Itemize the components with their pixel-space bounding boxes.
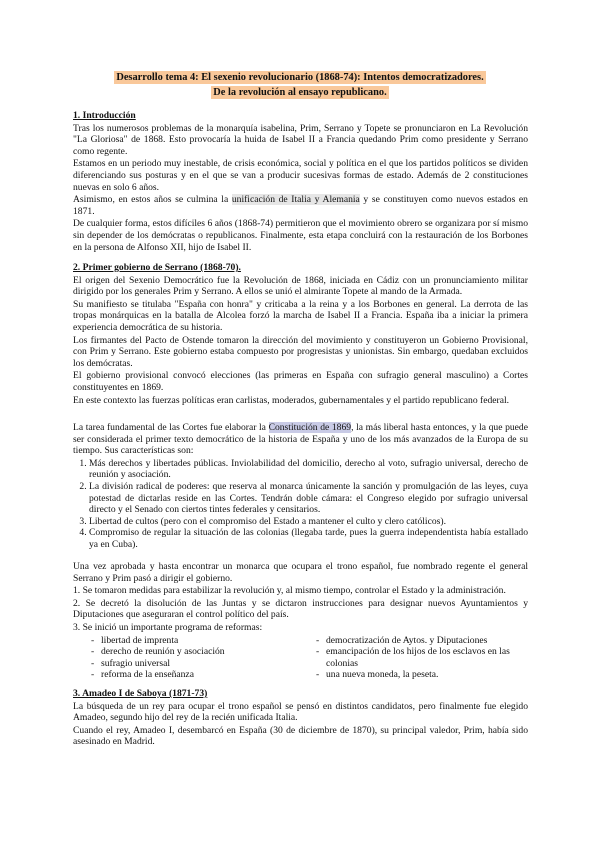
list-item-text: derecho de reunión y asociación bbox=[101, 646, 225, 658]
section-heading: 2. Primer gobierno de Serrano (1868-70). bbox=[73, 262, 241, 273]
list-item-text: sufragio universal bbox=[101, 657, 171, 669]
characteristics-list bbox=[73, 458, 528, 551]
list-item: - libertad de imprenta bbox=[91, 634, 179, 646]
text-run: y se constituyen como nuevos estados en 1871. bbox=[73, 194, 528, 217]
list-item: - sufragio universal bbox=[91, 657, 171, 669]
reforms-list bbox=[91, 635, 541, 681]
paragraph: La búsqueda de un rey para ocupar el trono español se pensó en distintos candidatos, pero finalmente fue elegido Amadeo, segundo hijo del rey de la recién unificada Italia. bbox=[73, 700, 528, 724]
paragraph: Los firmantes del Pacto de Ostende tomaron la dirección del movimiento y constituyeron un Gobierno Provisional, con Prim y Serrano. Este gobierno estaba compuesto por progresistas y unionistas. Sin embargo, quedaban excluidos los demócratas. bbox=[73, 334, 528, 369]
list-item-text: una nueva moneda, la peseta. bbox=[326, 669, 439, 681]
paragraph: Una vez aprobada y hasta encontrar un monarca que ocupara el trono español, fue nombrado regente el general Serrano y Prim pasó a dirigir el gobierno. bbox=[73, 561, 528, 584]
document-title bbox=[0, 71, 600, 101]
paragraph: Tras los numerosos problemas de la monarquía isabelina, Prim, Serrano y Topete se pronunciaron en La Revolución "La Gloriosa" de 1868. Esto provocaría la huida de Isabel II a Francia quedando Prim como presidente y Serrano como regente. bbox=[73, 122, 528, 157]
list-item-text: emancipación de los hijos de los esclavos en las colonias bbox=[326, 646, 510, 669]
section-heading: 3. Amadeo I de Saboya (1871-73) bbox=[73, 688, 208, 699]
list-item: - derecho de reunión y asociación bbox=[91, 646, 225, 658]
list-item: 2. La división radical de poderes: que reserva al monarca únicamente la sanción y promulgación de las leyes, cuya potestad de dictarlas reside en las Cortes. Tendrán doble cámara: el Congreso elegido por sufragio universal directo y el Senado con ciertos tintes federales y censitarios. bbox=[89, 481, 528, 516]
paragraph bbox=[73, 194, 528, 217]
text-run: , la más liberal hasta entonces, y la que puede ser considerada el primer texto democrático de la historia de España y uno de los más avanzados de la Europa de su tiempo. Sus características son: bbox=[73, 422, 528, 457]
list-item: 3. Libertad de cultos (pero con el compromiso del Estado a mantener el culto y clero católicos). bbox=[89, 516, 528, 528]
list-item-text: reforma de la enseñanza bbox=[101, 669, 194, 681]
list-item: - emancipación de los hijos de los esclavos en las colonias bbox=[316, 646, 541, 669]
section-amadeo bbox=[73, 688, 528, 749]
section-heading: 1. Introducción bbox=[73, 110, 136, 121]
paragraph bbox=[73, 422, 528, 457]
paragraph: Estamos en un periodo muy inestable, de crisis económica, social y política en el que los partidos políticos se dividen diferenciando sus posturas y en el que se van a producir sucesivas formas de estado. Además de 2 constituciones nuevas en solo 6 años. bbox=[73, 158, 528, 193]
section-primer-gobierno bbox=[73, 262, 528, 407]
numbered-paragraph: 1. Se tomaron medidas para estabilizar la revolución y, al mismo tiempo, controlar el Estado y la administración. bbox=[73, 585, 506, 597]
list-item: - reforma de la enseñanza bbox=[91, 669, 194, 681]
list-item-text: democratización de Aytos. y Diputaciones bbox=[326, 634, 488, 646]
list-item-text: libertad de imprenta bbox=[101, 634, 179, 646]
reforms-left-column bbox=[91, 635, 316, 681]
paragraph: Su manifiesto se titulaba "España con honra" y criticaba a la reina y a los Borbones en general. La derrota de las tropas monárquicas en la batalla de Alcolea forzó la marcha de Isabel II a Francia. España iba a iniciar la primera experiencia democrática de su historia. bbox=[73, 298, 528, 333]
section-constitucion bbox=[73, 422, 528, 551]
paragraph: Cuando el rey, Amadeo I, desembarcó en España (30 de diciembre de 1870), su principal valedor, Prim, había sido asesinado en Madrid. bbox=[73, 724, 528, 748]
paragraph: El origen del Sexenio Democrático fue la Revolución de 1868, iniciada en Cádiz con un pronunciamiento militar dirigido por los generales Prim y Serrano. A ellos se unió el almirante Topete al mando de la Armada. bbox=[73, 274, 528, 298]
section-regencia bbox=[73, 561, 528, 681]
text-run: La tarea fundamental de las Cortes fue elaborar la bbox=[73, 422, 269, 433]
title-line-2: De la revolución al ensayo republicano. bbox=[213, 87, 387, 98]
section-introduccion bbox=[73, 110, 528, 254]
list-item: 4. Compromiso de regular la situación de las colonias (llegaba tarde, pues la guerra independentista había estallado ya en Cuba). bbox=[89, 527, 528, 550]
paragraph: De cualquier forma, estos difíciles 6 años (1868-74) permitieron que el movimiento obrero se organizara por sí mismo sin depender de los demócratas o republicanos. Finalmente, esta etapa concluirá con la restauración de los Borbones en la persona de Alfonso XII, hijo de Isabel II. bbox=[73, 218, 528, 253]
numbered-paragraph: 2. Se decretó la disolución de las Juntas y se dictaron instrucciones para designar nuevos Ayuntamientos y Diputaciones que aseguraran el control político del país. bbox=[73, 597, 528, 621]
paragraph: En este contexto las fuerzas políticas eran carlistas, moderados, gubernamentales y el partido republicano federal. bbox=[73, 394, 510, 406]
list-item: 1. Más derechos y libertades públicas. Inviolabilidad del domicilio, derecho al voto, sufragio universal, derecho de reunión y asociación. bbox=[89, 458, 528, 481]
text-run: Asimismo, en estos años se culmina la bbox=[73, 194, 232, 206]
list-item: - una nueva moneda, la peseta. bbox=[316, 669, 439, 681]
list-item: - democratización de Aytos. y Diputaciones bbox=[316, 634, 488, 646]
paragraph: El gobierno provisional convocó elecciones (las primeras en España con sufragio general masculino) a Cortes constituyentes en 1869. bbox=[73, 370, 528, 393]
numbered-paragraph: 3. Se inició un importante programa de reformas: bbox=[73, 621, 263, 633]
highlighted-text: unificación de Italia y Alemania bbox=[231, 194, 360, 206]
highlighted-text: Constitución de 1869 bbox=[268, 422, 352, 433]
title-line-1: Desarrollo tema 4: El sexenio revolucionario (1868-74): Intentos democratizadores. bbox=[116, 72, 484, 83]
reforms-right-column bbox=[316, 635, 541, 681]
